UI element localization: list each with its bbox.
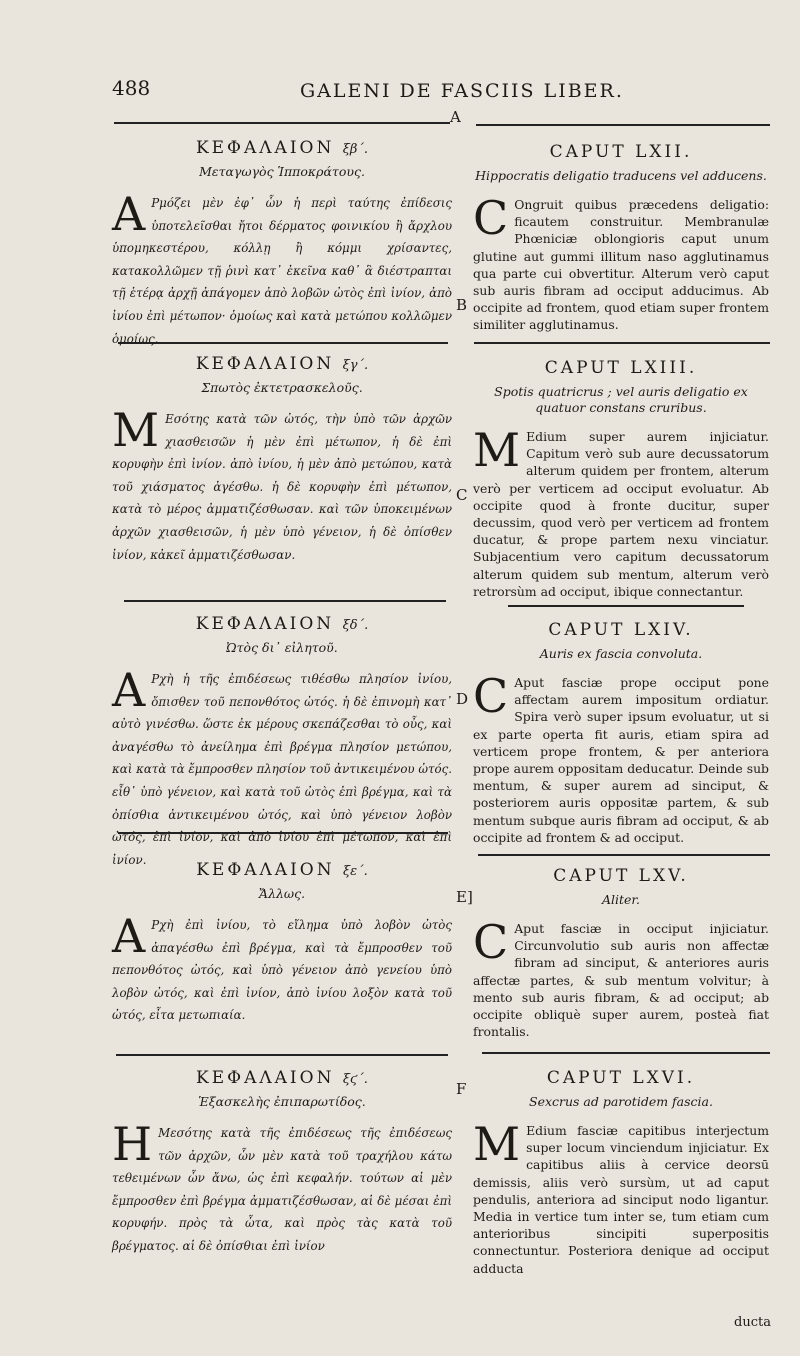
chapter-heading: CAPUT LXIII.	[544, 358, 698, 378]
rule-greek-3	[124, 600, 446, 602]
rule-greek-1	[114, 122, 450, 124]
drop-cap: A	[112, 909, 146, 963]
page-number: 488	[112, 76, 151, 100]
latin-chapter-64	[473, 620, 769, 846]
chapter-subtitle: Spotis quatricrus ; vel auris deligatio ex quatuor constans cruribus.	[494, 384, 748, 415]
rule-latin-1	[476, 124, 770, 126]
chapter-heading: ΚΕΦΑΛΑΙΟΝ ξε΄.	[196, 860, 368, 880]
chapter-text: C Aput fasciæ in occiput injiciatur. Circunvolutio sub auris non affectæ fibram ad sinciput, & anteriores auris affectæ partes, & sub mentum volvitur; à mento sub auris fibram, & ad occiput; ab occipite obliquè super aurem, posteà fiat frontalis.	[473, 915, 769, 1040]
chapter-text: A Ρχὴ ἡ τῆς ἐπιδέσεως τιθέσθω πλησίον ἰνίου, ὄπισθεν τοῦ πεπονθότος ὠτός. ἡ δὲ ἐπινομὴ κατ᾽ αὐτὸ γινέσθω. ὥστε ἐκ μέρους σκεπάζεσθαι τὸ οὖς, καὶ ἀναγέσθω τὸ ἀνείλημα ἐπὶ βρέγμα πλησίον μετώπου, καὶ κατὰ τὰ ἔμπροσθεν πλησίον τοῦ ἀντικειμένου ὠτός. εἶθ᾽ ὑπὸ γένειον, καὶ κατὰ τοῦ ὠτὸς ἐπὶ βρέγμα, καὶ τὰ ὀπίσθια ἀντικειμένου ὠτός, καὶ ὑπὸ γένειον λοβὸν ὠτός, ἐπὶ ἰνίον, καὶ ἀπὸ ἰνίου ἐπὶ μέτωπον, καὶ ἐπὶ ἰνίον.	[112, 663, 452, 867]
chapter-subtitle: Auris ex fascia convoluta.	[539, 646, 703, 661]
greek-chapter-66	[112, 1068, 452, 1258]
chapter-subtitle: Sexcrus ad parotidem fascia.	[529, 1094, 713, 1109]
margin-letter-e: E]	[456, 888, 473, 906]
rule-latin-5	[482, 1052, 770, 1054]
latin-chapter-63	[473, 358, 769, 600]
drop-cap: M	[112, 403, 160, 457]
margin-letter-c: C	[456, 486, 468, 504]
catchword: ducta	[734, 1315, 771, 1330]
latin-chapter-66	[473, 1068, 769, 1277]
drop-cap: C	[473, 669, 509, 723]
greek-chapter-62	[112, 138, 452, 350]
chapter-subtitle: Hippocratis deligatio traducens vel adducens.	[475, 168, 767, 183]
greek-chapter-63	[112, 354, 452, 566]
drop-cap: M	[473, 1117, 521, 1171]
chapter-text: M Edium super aurem injiciatur. Capitum verò sub aure decussatorum alterum quidem per frontem, alterum verò per verticem ad occiput evoluatur. Ab occipite quod à fronte ducitur, super decussim, quod verò per verticem ad frontem ducatur, & prope partem nexu vinciatur. Subjacentium vero capitum decussatorum alterum quidem sub mentum, alterum verò retrorsùm ad occiput, ibique connectantur.	[473, 423, 769, 599]
chapter-text: A Ρχὴ ἐπὶ ἰνίου, τὸ εἴλημα ὑπὸ λοβὸν ὠτὸς ἀπαγέσθω ἐπὶ βρέγμα, καὶ τὰ ἔμπροσθεν τοῦ πεπονθότος ὠτός, καὶ ὑπὸ γένειον ἀπὸ γενείου ὑπὸ λοβὸν ὠτός, καὶ ἐπὶ ἰνίον, ἀπὸ ἰνίου λοξὸν κατὰ τοῦ ὠτός, εἶτα μετωπιαία.	[112, 909, 452, 1023]
rule-greek-5	[116, 1054, 448, 1056]
drop-cap: C	[473, 191, 509, 245]
chapter-heading: CAPUT LXIV.	[548, 620, 694, 640]
chapter-text: H Μεσότης κατὰ τῆς ἐπιδέσεως τῆς ἐπιδέσεως τῶν ἀρχῶν, ὧν μὲν κατὰ τοῦ τραχήλου κάτω τεθειμένων ὧν ἄνω, ὡς ἐπὶ κεφαλήν. τούτων αἱ μὲν ἔμπροσθεν ἐπὶ βρέγμα ἀμματιζέσθωσαν, αἱ δὲ μέσαι ἐπὶ κορυφήν. πρὸς τὰ ὦτα, καὶ πρὸς τὰς κατὰ τοῦ βρέγματος. αἱ δὲ ὀπίσθιαι ἐπὶ ἰνίον	[112, 1117, 452, 1253]
chapter-text: A Ρμόζει μὲν ἐφ᾽ ὧν ἡ περὶ ταύτης ἐπίδεσις ὑποτελεῖσθαι ἤτοι δέρματος φοινικίου ἢ ἄρχλου ὑπομηκεστέρου, κόλλῃ ἢ κόμμι χρίσαντες, κατακολλῶμεν τῇ ῥινὶ κατ᾽ ἐκεῖνα καθ᾽ ἃ διέστραπται τῇ ἑτέρᾳ ἀρχῇ ἀπάγομεν ἀπὸ λοβῶν ὠτὸς ἐπὶ ἰνίον, ἀπὸ ἰνίου ἐπὶ μέτωπον· ὁμοίως καὶ κατὰ μετώπου κολλῶμεν ὁμοίως.	[112, 187, 452, 346]
chapter-subtitle: Σπωτὸς ἐκτετρασκελοῦς.	[201, 380, 363, 395]
chapter-subtitle: Μεταγωγὸς Ἱπποκράτους.	[199, 164, 365, 179]
rule-latin-3	[508, 605, 744, 607]
rule-latin-4	[478, 854, 770, 856]
chapter-heading: CAPUT LXV.	[553, 866, 689, 886]
greek-chapter-64	[112, 614, 452, 871]
chapter-heading: CAPUT LXII.	[549, 142, 693, 162]
chapter-heading: ΚΕΦΑΛΑΙΟΝ ξδ΄.	[195, 614, 369, 634]
chapter-heading: CAPUT LXVI.	[546, 1068, 696, 1088]
page-header	[0, 76, 800, 116]
drop-cap: A	[112, 663, 146, 717]
drop-cap: A	[112, 187, 146, 241]
drop-cap: C	[473, 915, 509, 969]
chapter-text: C Ongruit quibus præcedens deligatio: ficautem construitur. Membranulæ Phœniciæ oblongioris caput unum glutine aut gummi illitum naso agglutinamus qua parte cui obvertitur. Alterum verò caput sub auris fibram ad occiput adducimus. Ab occipite ad frontem, quod etiam super frontem similiter agglutinamus.	[473, 191, 769, 333]
chapter-heading: ΚΕΦΑΛΑΙΟΝ ξβ΄.	[195, 138, 369, 158]
chapter-subtitle: Ἄλλως.	[258, 886, 306, 901]
chapter-text: M Εσότης κατὰ τῶν ὠτός, τὴν ὑπὸ τῶν ἀρχῶν χιασθεισῶν ἡ μὲν ἐπὶ μέτωπον, ἡ δὲ ἐπὶ κορυφὴν ἐπὶ ἰνίον. ἀπὸ ἰνίου, ἡ μὲν ἀπὸ μετώπου, κατὰ τοῦ χιάσματος ἀγέσθω. ἡ δὲ κορυφὴν ἐπὶ μέτωπον, κατὰ τὸ μέρος ἀμματιζέσθωσαν. καὶ τῶν ὑποκειμένων ἀρχῶν χιασθεισῶν, ἡ μὲν ὑπὸ γένειον, ἡ δὲ ὀπίσθεν ἰνίον, κἀκεῖ ἀμματιζέσθωσαν.	[112, 403, 452, 562]
margin-letter-d: D	[456, 690, 469, 708]
chapter-subtitle: Aliter.	[601, 892, 641, 907]
rule-latin-2	[474, 342, 770, 344]
running-title: GALENI DE FASCIIS LIBER.	[300, 80, 624, 102]
drop-cap: H	[112, 1117, 153, 1171]
drop-cap: M	[473, 423, 521, 477]
margin-letter-a: A	[450, 108, 461, 126]
chapter-subtitle: Ὠτὸς δι᾽ εἰλητοῦ.	[226, 640, 338, 655]
chapter-heading: ΚΕΦΑΛΑΙΟΝ ξϛ΄.	[196, 1068, 368, 1088]
latin-chapter-62	[473, 142, 769, 334]
chapter-text: M Edium fasciæ capitibus interjectum super locum vinciendum injiciatur. Ex capitibus aliis à cervice deorsū demissis, aliis verò sursùm, ut ad caput pendulis, anteriora ad sinciput nodo ligantur. Media in vertice tum inter se, tum etiam cum anterioribus sincipiti superpositis connectuntur. Posteriora denique ad occiput adducta	[473, 1117, 769, 1276]
margin-letter-f: F	[456, 1080, 467, 1098]
margin-letter-b: B	[456, 296, 468, 314]
chapter-text: C Aput fasciæ prope occiput pone affectam aurem impositum ordiatur. Spira verò super ipsum evoluatur, ut si ex parte operta fit auris, etiam spira ad verticem prope frontem, & per anteriora prope aurem oppositam deducatur. Deinde sub mentum, & super aurem ad sinciput, & posteriorem auris oppositæ partem, & sub mentum subque auris fibram ad occiput, & ab occipite ad frontem & ad occiput.	[473, 669, 769, 845]
greek-chapter-65	[112, 860, 452, 1027]
chapter-subtitle: Ἑξασκελὴς ἐπιπαρωτίδος.	[198, 1094, 366, 1109]
chapter-heading: ΚΕΦΑΛΑΙΟΝ ξγ΄.	[195, 354, 369, 374]
latin-chapter-65	[473, 866, 769, 1040]
